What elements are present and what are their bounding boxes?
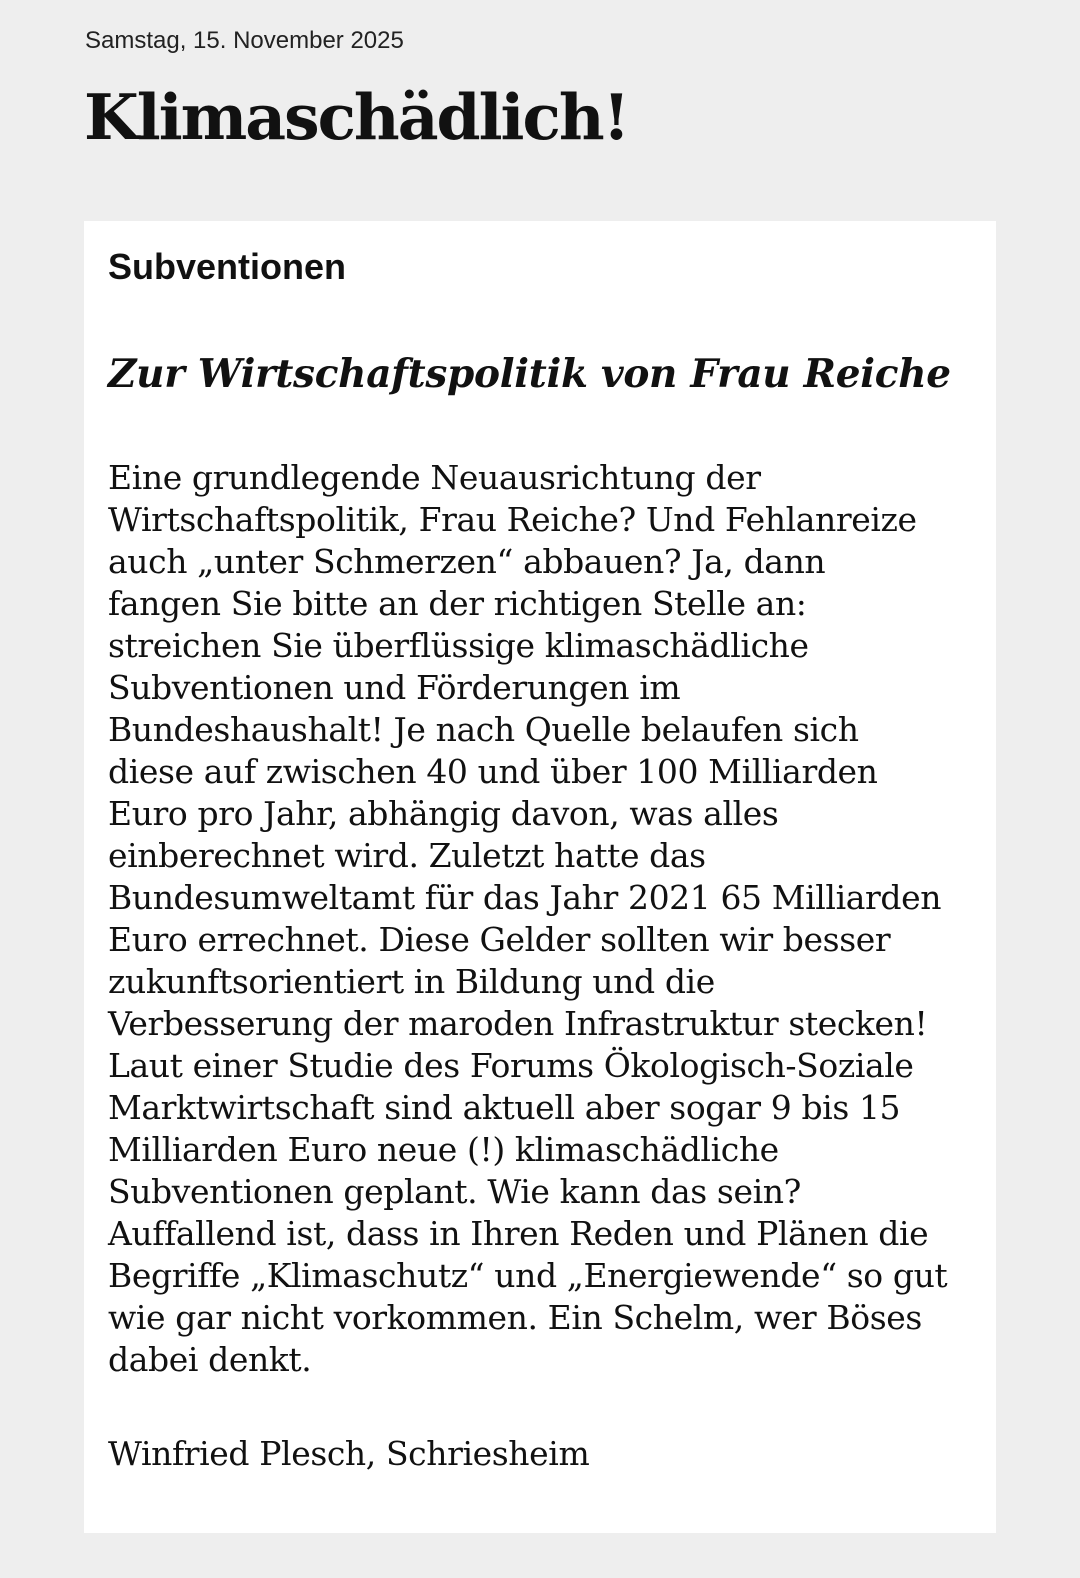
section-label: Subventionen [108, 246, 347, 287]
letter-card [84, 221, 996, 1533]
letter-body: Eine grundlegende Neuausrichtung der Wirtschaftspolitik, Frau Reiche? Und Fehlanreize auch „unter Schmerzen“ abbauen? Ja, dann fangen Sie bitte an der richtigen Stelle an: streichen Sie überflüssige klimaschädliche Subventionen und Förderungen im Bundeshaushalt! Je nach Quelle belaufen sich diese auf zwischen 40 und über 100 Milliarden Euro pro Jahr, abhängig davon, was alles einberechnet wird. Zuletzt hatte das Bundesumweltamt für das Jahr 2021 65 Milliarden Euro errechnet. Diese Gelder sollten wir besser zukunftsorientiert in Bildung und die Verbesserung der maroden Infrastruktur stecken! Laut einer Studie des Forums Ökologisch-Soziale Marktwirtschaft sind aktuell aber sogar 9 bis 15 Milliarden Euro neue (!) klimaschädliche Subventionen geplant. Wie kann das sein? Auffallend ist, dass in Ihren Reden und Plänen die Begriffe „Klimaschutz“ und „Energiewende“ so gut wie gar nicht vorkommen. Ein Schelm, wer Böses dabei denkt. [108, 458, 948, 1379]
article-subtitle: Zur Wirtschaftspolitik von Frau Reiche [108, 351, 951, 397]
letter-content [108, 241, 978, 1475]
article-date: Samstag, 15. November 2025 [85, 27, 404, 54]
letter-author: Winfried Plesch, Schriesheim [108, 1434, 590, 1473]
article-headline: Klimaschädlich! [84, 80, 629, 154]
